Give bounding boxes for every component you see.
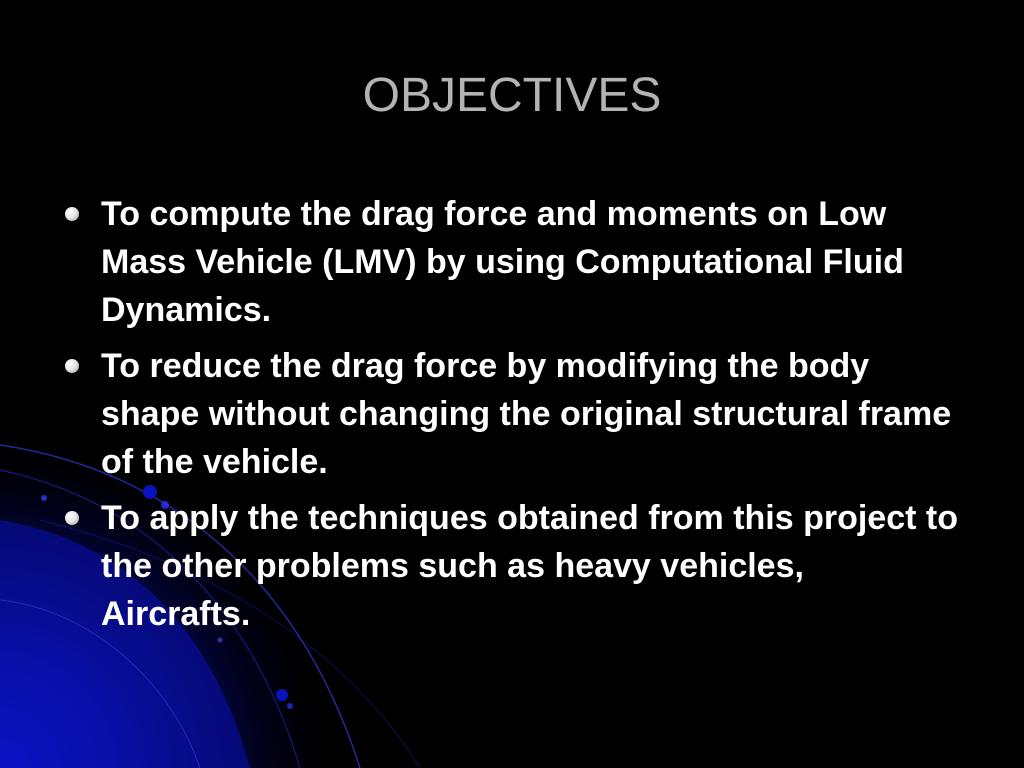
bullet-text: To compute the drag force and moments on Low Mass Vehicle (LMV) by using Computational Fluid Dynamics. [101,195,904,329]
objectives-bullet-list [58,190,958,646]
bullet-item [58,494,958,638]
bullet-item [58,342,958,486]
bullet-text: To apply the techniques obtained from this project to the other problems such as heavy vehicles, Aircrafts. [101,499,958,633]
bullet-dot-icon [65,511,79,525]
bullet-item [58,190,958,334]
bullet-dot-icon [65,207,79,221]
slide-title: OBJECTIVES [362,69,662,122]
bullet-dot-icon [65,359,79,373]
bullet-text: To reduce the drag force by modifying the body shape without changing the original structural frame of the vehicle. [101,347,952,481]
